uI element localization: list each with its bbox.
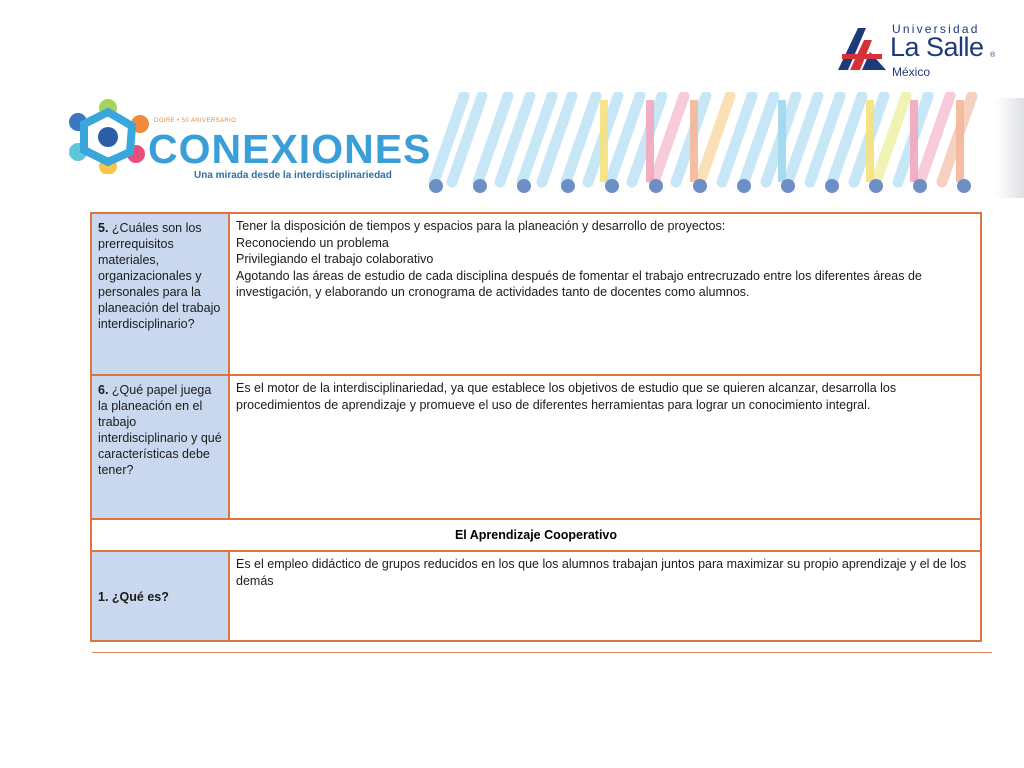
answer-cell: [229, 213, 981, 375]
question-text: ¿Qué papel juega la planeación en el trabajo interdisciplinario y qué características debe tener?: [98, 383, 222, 477]
logo-name: La Salle: [890, 32, 984, 62]
question-cell: [91, 551, 229, 641]
answer-line: Tener la disposición de tiempos y espacios para la planeación y desarrollo de proyectos:: [236, 219, 726, 233]
question-number: 5.: [98, 221, 109, 235]
answer-cell: [229, 551, 981, 641]
conexiones-emblem-icon: [66, 98, 150, 174]
answer-line: Privilegiando el trabajo colaborativo: [236, 252, 434, 266]
banner-stripes: [424, 92, 984, 200]
answer-line: Agotando las áreas de estudio de cada disciplina después de fomentar el trabajo entrecruzado entre los diferentes áreas de investigación, y elaborando un cronograma de actividades tanto de docentes como alumnos.: [236, 268, 922, 299]
question-number: 6.: [98, 383, 109, 397]
footer-divider: [92, 652, 992, 653]
table-row: [91, 551, 981, 641]
logo-country: México: [892, 65, 931, 79]
question-cell: [91, 375, 229, 519]
table-row: [91, 213, 981, 375]
table-row: [91, 519, 981, 551]
logo-registered: ®: [990, 52, 996, 59]
answer-text: Es el motor de la interdisciplinariedad, ya que establece los objetivos de estudio que se quieren alcanzar, desarrolla los procedimientos de aprendizaje y promueve el uso de diferentes herramientas para lograr un conocimiento integral.: [236, 381, 897, 412]
banner-fade: [994, 98, 1024, 198]
question-text: ¿Cuáles son los prerrequisitos materiales, organizacionales y personales para la planeación del trabajo interdisciplinario?: [98, 221, 221, 331]
answer-text: Es el empleo didáctico de grupos reducidos en los que los alumnos trabajan juntos para maximizar su propio aprendizaje y el de los demás: [236, 557, 967, 588]
banner-title: CONEXIONES: [148, 126, 432, 172]
section-header: El Aprendizaje Cooperativo: [91, 519, 981, 551]
banner-subtitle: Una mirada desde la interdisciplinariedad: [194, 170, 392, 181]
logo-universidad: Universidad: [892, 22, 980, 36]
question-cell: [91, 213, 229, 375]
qa-table: [90, 212, 982, 642]
answer-cell: [229, 375, 981, 519]
conexiones-banner: [60, 92, 1020, 204]
table-row: [91, 375, 981, 519]
lasalle-logo: [836, 22, 1006, 82]
answer-line: Reconociendo un problema: [236, 235, 389, 250]
lasalle-emblem-icon: [836, 24, 888, 72]
question-text: ¿Qué es?: [111, 590, 169, 604]
question-number: 1.: [98, 590, 109, 604]
banner-anniversary: DGIRE • 50 ANIVERSARIO: [154, 118, 237, 124]
